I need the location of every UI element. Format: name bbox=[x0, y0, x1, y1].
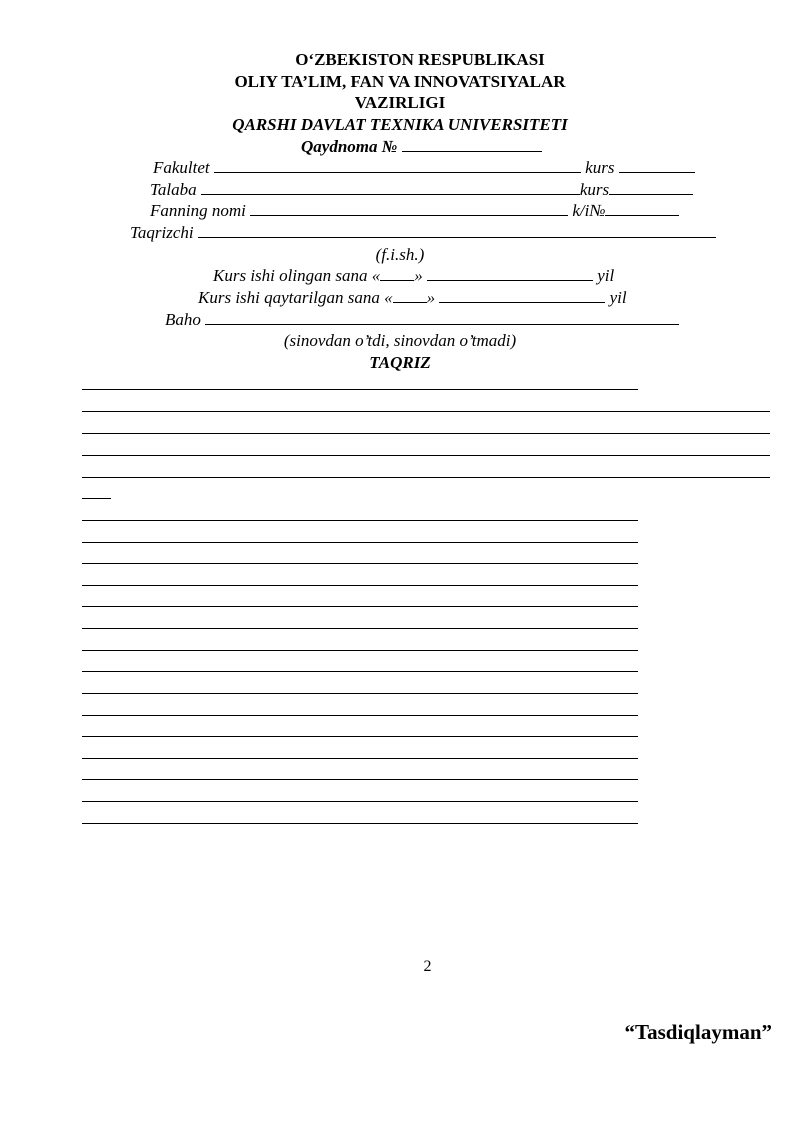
review-line bbox=[82, 411, 770, 412]
tasdiqlayman-heading: “Tasdiqlayman” bbox=[624, 1020, 772, 1044]
qaydnoma-number-field[interactable] bbox=[402, 137, 542, 152]
review-line bbox=[82, 650, 638, 651]
olingan-day-field[interactable] bbox=[380, 266, 414, 281]
review-line bbox=[82, 542, 638, 543]
ministry-line-3: VAZIRLIGI bbox=[354, 93, 446, 112]
talaba-label: Talaba bbox=[150, 180, 197, 199]
review-line bbox=[82, 433, 770, 434]
fakultet-row bbox=[153, 158, 695, 178]
fanning-nomi-row bbox=[150, 201, 679, 221]
fanning-nomi-label: Fanning nomi bbox=[150, 201, 246, 220]
baho-row bbox=[165, 310, 679, 330]
taqrizchi-label: Taqrizchi bbox=[130, 223, 194, 242]
qaytarilgan-month-field[interactable] bbox=[439, 288, 605, 303]
ki-number-field[interactable] bbox=[605, 201, 679, 216]
fakultet-field[interactable] bbox=[214, 158, 581, 173]
qaytarilgan-day-field[interactable] bbox=[393, 288, 427, 303]
review-line bbox=[82, 520, 638, 521]
taqrizchi-field[interactable] bbox=[198, 223, 716, 238]
review-line bbox=[82, 585, 638, 586]
page-number: 2 bbox=[423, 958, 432, 975]
talaba-kurs-field[interactable] bbox=[609, 180, 693, 195]
review-line bbox=[82, 758, 638, 759]
talaba-kurs-label: kurs bbox=[579, 180, 610, 199]
qaytarilgan-sana-row bbox=[198, 288, 627, 308]
fanning-nomi-field[interactable] bbox=[250, 201, 568, 216]
review-line bbox=[82, 563, 638, 564]
review-line bbox=[82, 628, 638, 629]
review-line bbox=[82, 823, 638, 824]
qaydnoma-row bbox=[301, 137, 542, 157]
review-line bbox=[82, 671, 638, 672]
fakultet-label: Fakultet bbox=[153, 158, 210, 177]
baho-field[interactable] bbox=[205, 310, 679, 325]
olingan-month-field[interactable] bbox=[427, 266, 593, 281]
review-line bbox=[82, 498, 111, 499]
quote-close: » bbox=[414, 266, 423, 285]
ki-number-label: k/i№ bbox=[572, 201, 606, 220]
olingan-sana-label: Kurs ishi olingan sana « bbox=[213, 266, 381, 285]
baho-label: Baho bbox=[165, 310, 201, 329]
kurs-field[interactable] bbox=[619, 158, 695, 173]
talaba-field[interactable] bbox=[201, 180, 580, 195]
ministry-line-1: O‘ZBEKISTON RESPUBLIKASI bbox=[295, 50, 545, 69]
yil-label: yil bbox=[597, 266, 615, 285]
taqrizchi-row bbox=[130, 223, 716, 243]
review-line bbox=[82, 715, 638, 716]
review-line bbox=[82, 736, 638, 737]
olingan-sana-row bbox=[213, 266, 614, 286]
yil-label: yil bbox=[609, 288, 627, 307]
ministry-line-2: OLIY TA’LIM, FAN VA INNOVATSIYALAR bbox=[234, 72, 566, 91]
review-line bbox=[82, 606, 638, 607]
review-line bbox=[82, 389, 638, 390]
talaba-row bbox=[150, 180, 693, 200]
kurs-label: kurs bbox=[585, 158, 615, 177]
qaydnoma-label: Qaydnoma № bbox=[301, 137, 398, 156]
review-line bbox=[82, 477, 770, 478]
review-line bbox=[82, 801, 638, 802]
review-line bbox=[82, 455, 770, 456]
fish-note: (f.i.sh.) bbox=[375, 245, 425, 264]
university-name: QARSHI DAVLAT TEXNIKA UNIVERSITETI bbox=[232, 115, 568, 134]
sinov-note: (sinovdan o’tdi, sinovdan o’tmadi) bbox=[283, 331, 517, 350]
review-line bbox=[82, 693, 638, 694]
review-line bbox=[82, 779, 638, 780]
taqriz-title: TAQRIZ bbox=[369, 353, 431, 372]
qaytarilgan-sana-label: Kurs ishi qaytarilgan sana « bbox=[198, 288, 393, 307]
quote-close: » bbox=[426, 288, 436, 307]
